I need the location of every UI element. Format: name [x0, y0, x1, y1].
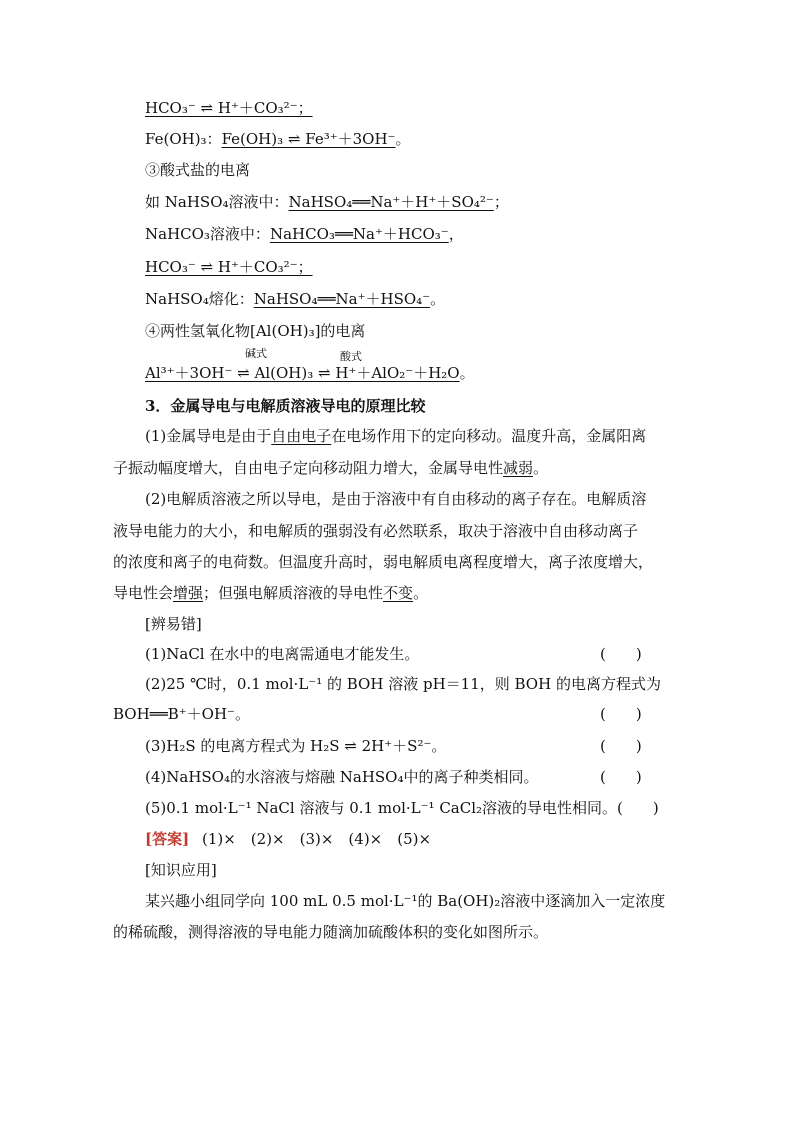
label-base-mode: 碱式	[245, 347, 267, 360]
eq-feoh3-line: Fe(OH)₃：Fe(OH)₃ ⇌ Fe³⁺＋3OH⁻。	[145, 130, 411, 148]
eq-hco3-ionization: HCO₃⁻ ⇌ H⁺＋CO₃²⁻；	[145, 99, 313, 117]
question-2-line1: (2)25 ℃时，0.1 mol·L⁻¹ 的 BOH 溶液 pH＝11，则 BOH 的电离方程式为	[145, 675, 661, 693]
answer-row	[145, 828, 431, 850]
answer-label: [答案]	[145, 830, 190, 848]
para2-line3: 的浓度和离子的电荷数。但温度升高时，弱电解质电离程度增大，离子浓度增大，	[113, 553, 654, 571]
question-3: (3)H₂S 的电离方程式为 H₂S ⇌ 2H⁺＋S²⁻。	[145, 737, 447, 755]
application-line1: 某兴趣小组同学向 100 mL 0.5 mol·L⁻¹的 Ba(OH)₂溶液中逐滴加入一定浓度	[145, 892, 666, 910]
question-2-line2: BOH══B⁺＋OH⁻。	[113, 705, 250, 723]
eq-nahso4-solution: 如 NaHSO₄溶液中：NaHSO₄══Na⁺＋H⁺＋SO₄²⁻；	[145, 193, 509, 211]
answer-blank-4: ( )	[600, 768, 642, 786]
question-4: (4)NaHSO₄的水溶液与熔融 NaHSO₄中的离子种类相同。	[145, 768, 539, 786]
para2-line4: 导电性会增强；但强电解质溶液的导电性不变。	[113, 584, 429, 602]
para1-line1: (1)金属导电是由于自由电子在电场作用下的定向移动。温度升高，金属阳离	[145, 427, 647, 445]
application-line2: 的稀硫酸，测得溶液的导电能力随滴加硫酸体积的变化如图所示。	[113, 923, 549, 941]
para2-line1: (2)电解质溶液之所以导电，是由于溶液中有自由移动的离子存在。电解质溶	[145, 490, 647, 508]
answer-blank-3: ( )	[600, 737, 642, 755]
heading-amphoteric: ④两性氢氧化物[Al(OH)₃]的电离	[145, 322, 366, 340]
heading-acid-salt: ③酸式盐的电离	[145, 161, 251, 179]
eq-aloh3-ionization: Al³⁺＋3OH⁻ ⇌ Al(OH)₃ ⇌ H⁺＋AlO₂⁻＋H₂O。	[145, 364, 475, 382]
eq-nahso4-melt: NaHSO₄熔化：NaHSO₄══Na⁺＋HSO₄⁻。	[145, 290, 446, 308]
para2-line2: 液导电能力的大小，和电解质的强弱没有必然联系，取决于溶液中自由移动离子	[113, 522, 639, 540]
answer-blank-1: ( )	[600, 645, 642, 663]
label-acid-mode: 酸式	[340, 350, 362, 363]
bianyicuo-label: [辨易错]	[145, 615, 202, 633]
answer-blank-2: ( )	[600, 705, 642, 723]
eq-hco3-ionization-2: HCO₃⁻ ⇌ H⁺＋CO₃²⁻；	[145, 258, 313, 276]
question-1: (1)NaCl 在水中的电离需通电才能发生。	[145, 645, 420, 663]
answer-values: (1)× (2)× (3)× (4)× (5)×	[201, 830, 432, 848]
eq-nahco3-solution: NaHCO₃溶液中：NaHCO₃══Na⁺＋HCO₃⁻，	[145, 225, 464, 243]
question-5: (5)0.1 mol·L⁻¹ NaCl 溶液与 0.1 mol·L⁻¹ CaCl₂溶液的导电性相同。( )	[145, 799, 659, 817]
knowledge-application-label: [知识应用]	[145, 861, 217, 879]
section-heading-3: 3．金属导电与电解质溶液导电的原理比较	[145, 397, 426, 415]
para1-line2: 子振动幅度增大，自由电子定向移动阻力增大，金属导电性减弱。	[113, 459, 549, 477]
